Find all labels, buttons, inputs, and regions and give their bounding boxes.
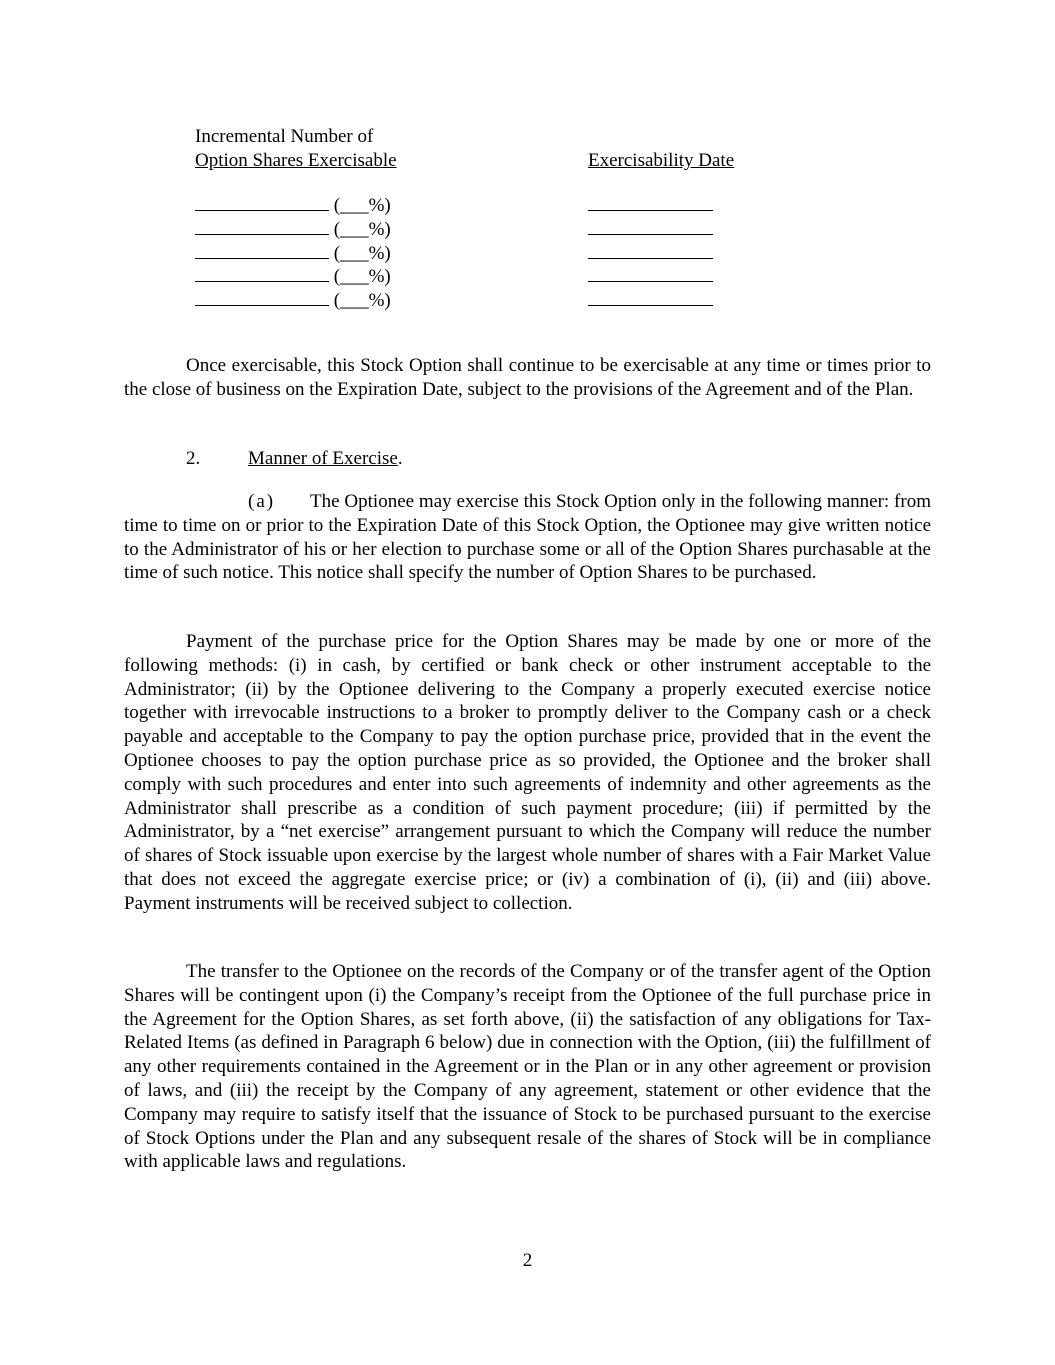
table-header-exercisability-date: Exercisability Date bbox=[588, 150, 735, 171]
shares-blank bbox=[195, 289, 329, 306]
shares-blank bbox=[195, 218, 329, 235]
paragraph-a-label: (a) bbox=[248, 491, 276, 512]
table-row bbox=[195, 194, 391, 218]
section-title: Manner of Exercise bbox=[248, 448, 398, 469]
date-blank bbox=[588, 265, 713, 282]
date-blank bbox=[588, 194, 713, 211]
percent-blank: (___%) bbox=[333, 195, 391, 216]
percent-blank: (___%) bbox=[333, 290, 391, 311]
percent-blank: (___%) bbox=[333, 219, 391, 240]
table-header-incremental: Incremental Number of bbox=[195, 126, 374, 147]
page-number: 2 bbox=[522, 1250, 533, 1271]
section-title-punct: . bbox=[397, 448, 403, 469]
paragraph-exercisable: Once exercisable, this Stock Option shall continue to be exercisable at any time or times prior to the close of business on the Expiration Date, subject to the provisions of the Agreement and of the Plan. bbox=[124, 355, 931, 400]
shares-blank bbox=[195, 194, 329, 211]
table-header-option-shares: Option Shares Exercisable bbox=[195, 150, 397, 171]
table-row-date bbox=[588, 218, 713, 242]
section-number: 2. bbox=[186, 448, 201, 469]
table-row bbox=[195, 265, 391, 289]
table-row bbox=[195, 218, 391, 242]
date-blank bbox=[588, 218, 713, 235]
percent-blank: (___%) bbox=[333, 266, 391, 287]
paragraph-transfer: The transfer to the Optionee on the records of the Company or of the transfer agent of the Option Shares will be contingent upon (i) the Company’s receipt from the Optionee of the full purchase price in the Agreement for the Option Shares, as set forth above, (ii) the satisfaction of any obligations for Tax-Related Items (as defined in Paragraph 6 below) due in connection with the Option, (iii) the fulfillment of any other requirements contained in the Agreement or in the Plan or in any other agreement or provision of laws, and (iii) the receipt by the Company of any agreement, statement or other evidence that the Company may require to satisfy itself that the issuance of Stock to be purchased pursuant to the exercise of Stock Options under the Plan and any subsequent resale of the shares of Stock will be in compliance with applicable laws and regulations. bbox=[124, 961, 931, 1173]
table-row bbox=[195, 289, 391, 313]
table-row-date bbox=[588, 289, 713, 313]
table-row bbox=[195, 242, 391, 266]
shares-blank bbox=[195, 265, 329, 282]
table-row-date bbox=[588, 242, 713, 266]
paragraph-a bbox=[124, 490, 931, 585]
table-row-date bbox=[588, 194, 713, 218]
shares-blank bbox=[195, 242, 329, 259]
date-blank bbox=[588, 242, 713, 259]
paragraph-payment: Payment of the purchase price for the Option Shares may be made by one or more of the following methods: (i) in cash, by certified or bank check or other instrument acceptable to the Administrator; (ii) by the Optionee delivering to the Company a properly executed exercise notice together with irrevocable instructions to a broker to promptly deliver to the Company cash or a check payable and acceptable to the Company to pay the option purchase price, provided that in the event the Optionee chooses to pay the option purchase price as so provided, the Optionee and the broker shall comply with such procedures and enter into such agreements of indemnity and other agreements as the Administrator shall prescribe as a condition of such payment procedure; (iii) if permitted by the Administrator, by a “net exercise” arrangement pursuant to which the Company will reduce the number of shares of Stock issuable upon exercise by the largest whole number of shares with a Fair Market Value that does not exceed the aggregate exercise price; or (iv) a combination of (i), (ii) and (iii) above. Payment instruments will be received subject to collection. bbox=[124, 631, 931, 914]
table-row-date bbox=[588, 265, 713, 289]
date-blank bbox=[588, 289, 713, 306]
section-heading bbox=[248, 447, 403, 471]
paragraph-a-text: The Optionee may exercise this Stock Option only in the following manner: from time to time on or prior to the Expiration Date of this Stock Option, the Optionee may give written notice to the Administrator of his or her election to purchase some or all of the Option Shares purchasable at the time of such notice. This notice shall specify the number of Option Shares to be purchased. bbox=[124, 491, 931, 584]
percent-blank: (___%) bbox=[333, 243, 391, 264]
